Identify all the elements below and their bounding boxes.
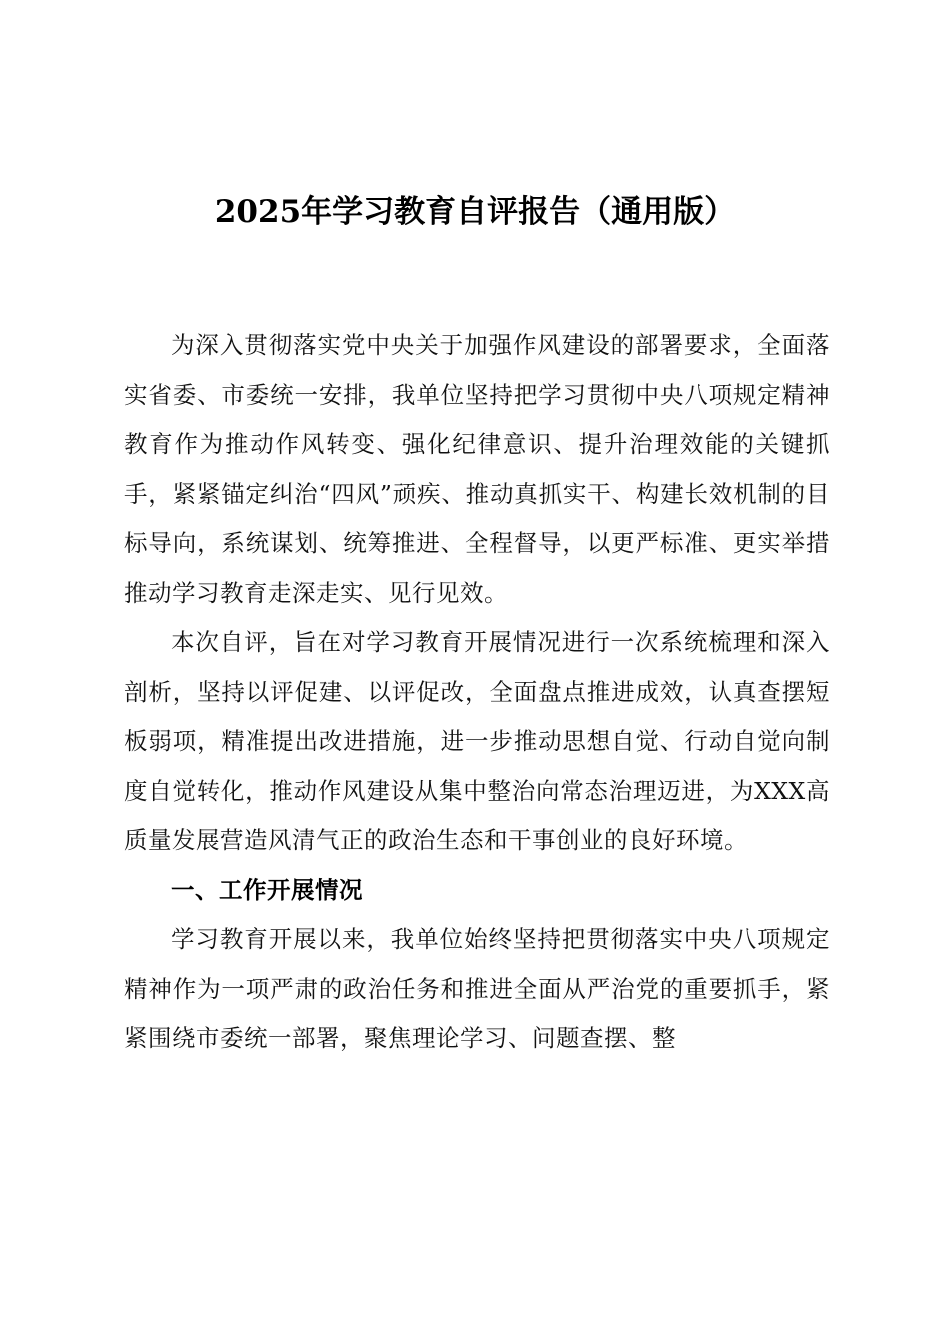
section-heading: 一、工作开展情况 [171, 875, 363, 904]
document-title: 2025年学习教育自评报告（通用版） [214, 194, 736, 230]
intro-paragraph-2: 本次自评，旨在对学习教育开展情况进行一次系统梳理和深入剖析，坚持以评促建、以评促改，全面盘点推进成效，认真查摆短板弱项，精准提出改进措施，进一步推动思想自觉、行动自觉向制度自觉转化，推动作风建设从集中整治向常态治理迈进，为XXX高质量发展营造风清气正的政治生态和干事创业的良好环境。 [124, 628, 830, 854]
document-body [124, 321, 830, 1064]
section-paragraph: 学习教育开展以来，我单位始终坚持把贯彻落实中央八项规定精神作为一项严肃的政治任务和推进全面从严治党的重要抓手，紧紧围绕市委统一部署，聚焦理论学习、问题查摆、整 [124, 925, 830, 1052]
intro-paragraph-1: 为深入贯彻落实党中央关于加强作风建设的部署要求，全面落实省委、市委统一安排，我单位坚持把学习贯彻中央八项规定精神教育作为推动作风转变、强化纪律意识、提升治理效能的关键抓手，紧紧锚定纠治“四风”顽疾、推动真抓实干、构建长效机制的目标导向，系统谋划、统筹推进、全程督导，以更严标准、更实举措推动学习教育走深走实、见行见效。 [124, 331, 830, 607]
